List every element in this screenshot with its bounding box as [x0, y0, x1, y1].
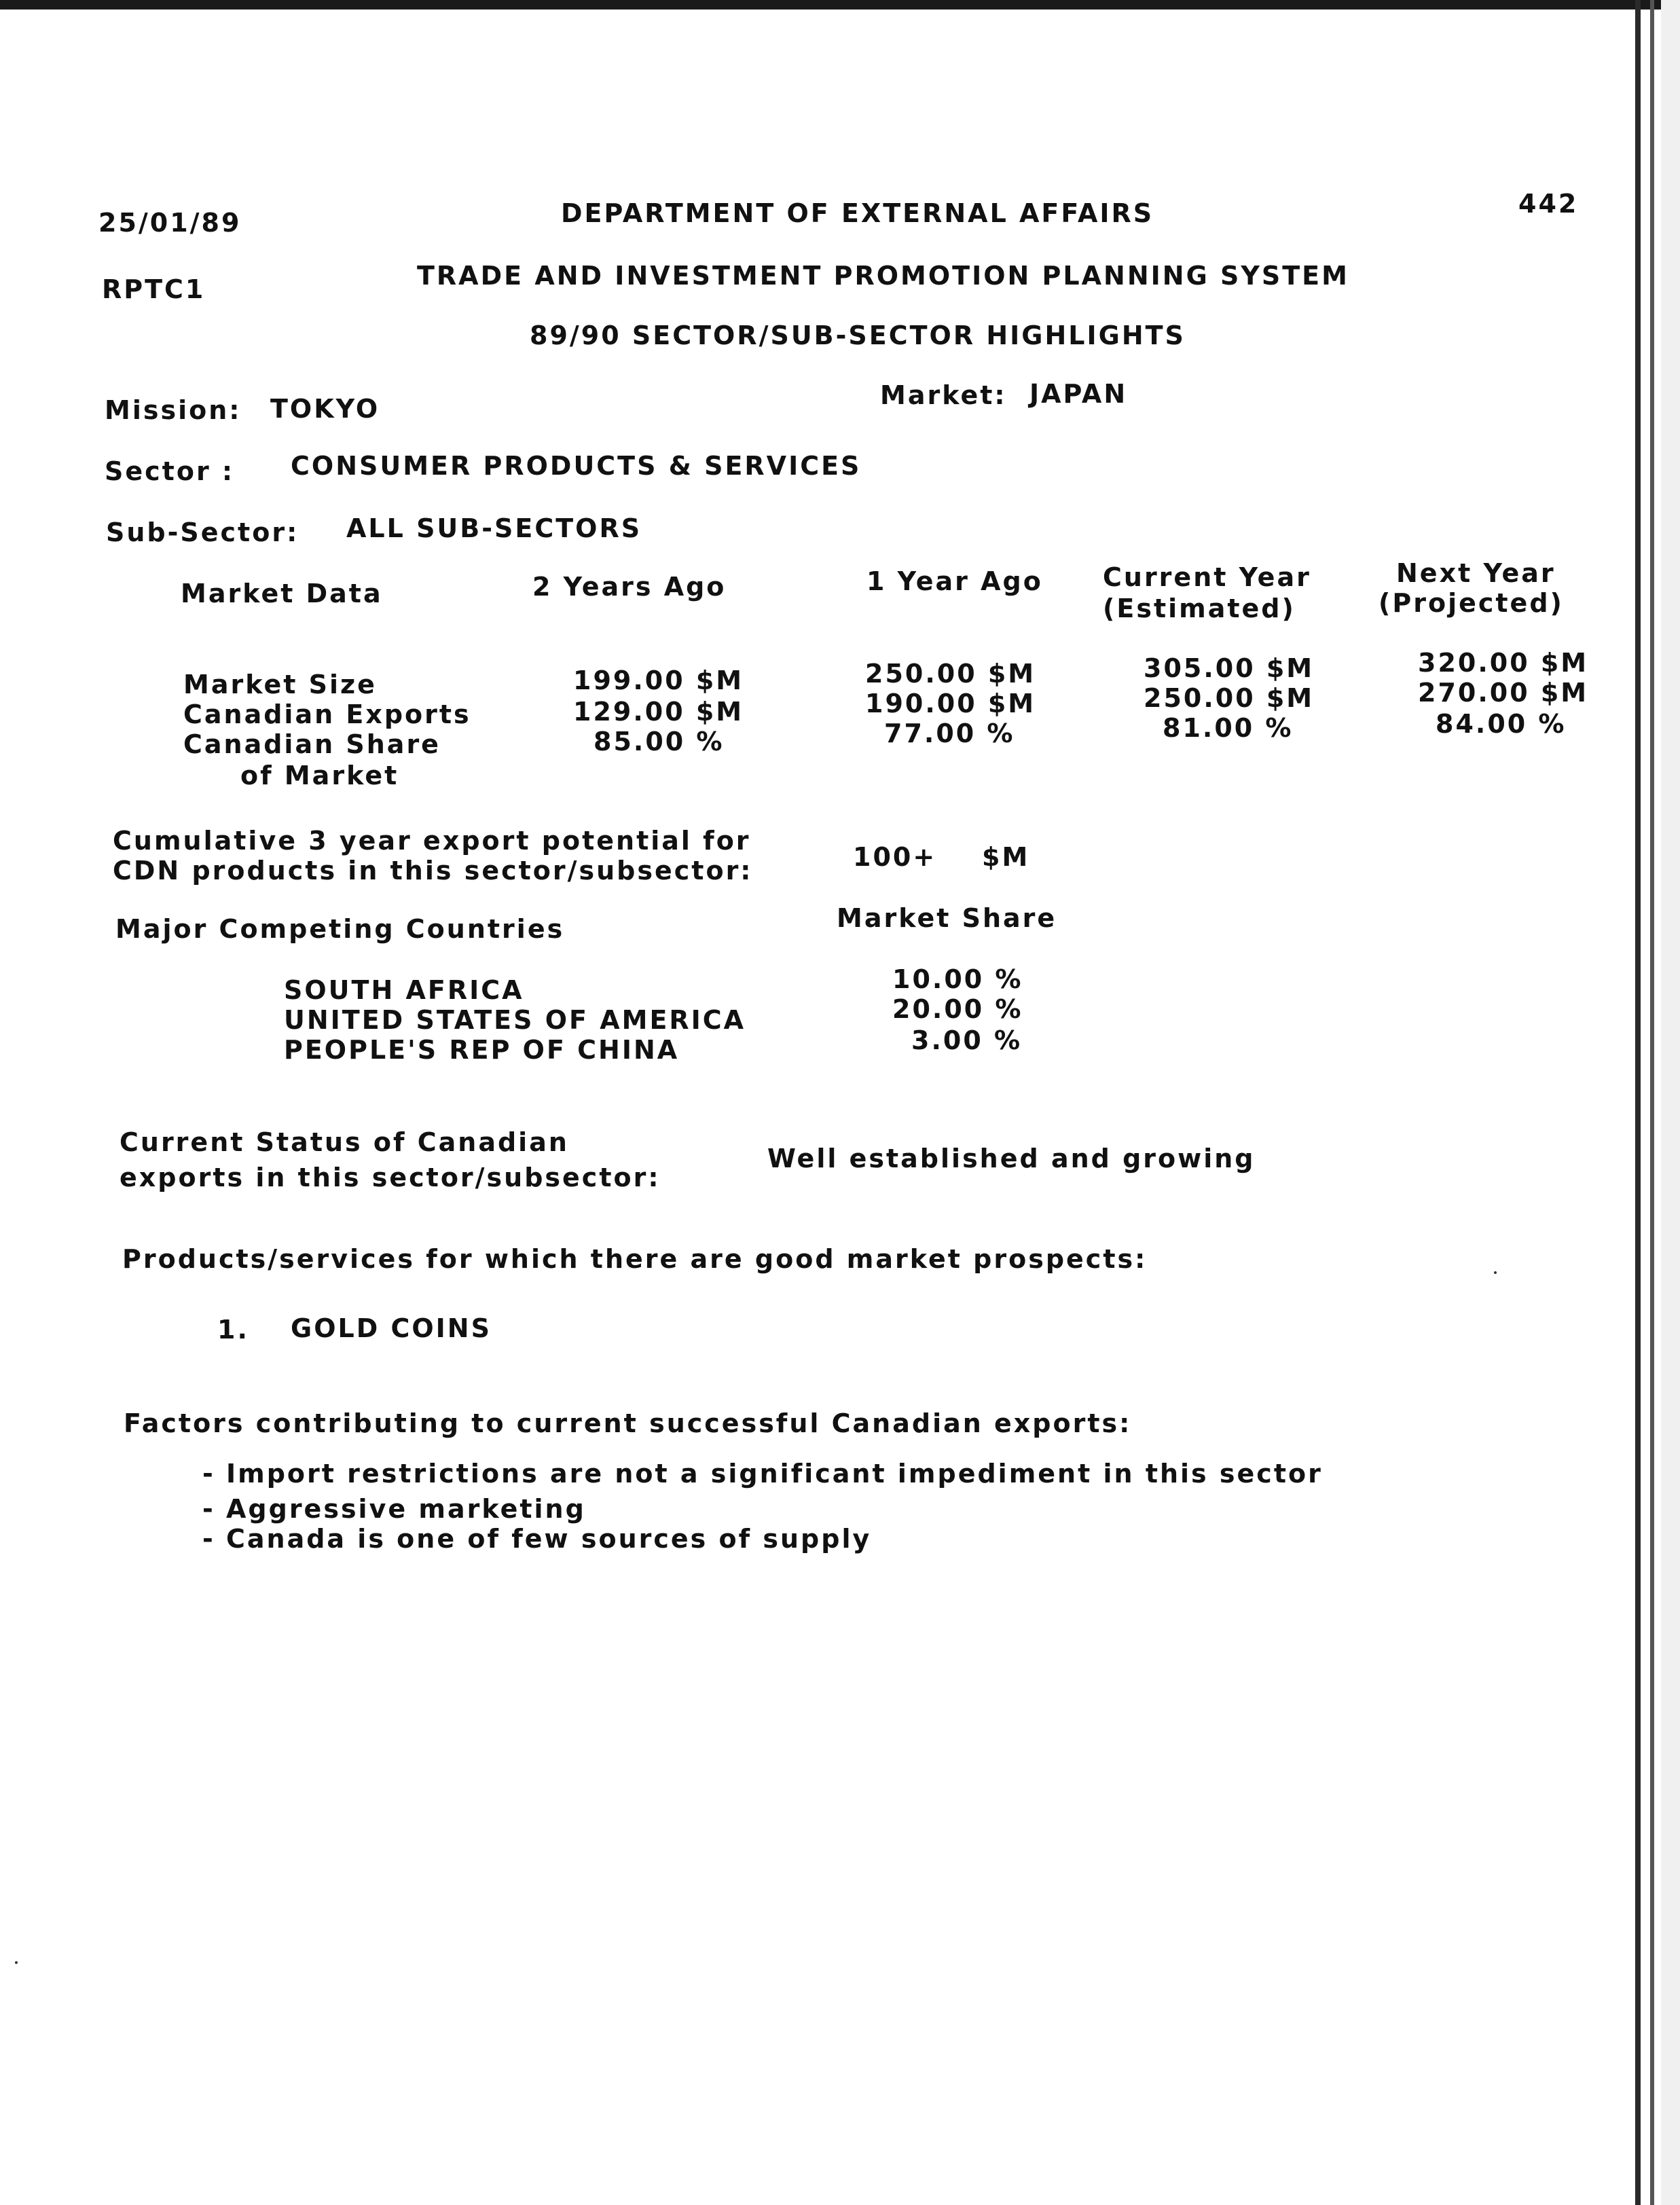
scan-right-border-inner [1650, 0, 1654, 2205]
column-header-next-year: Next Year [1396, 558, 1556, 588]
competitors-heading: Major Competing Countries [115, 914, 565, 944]
table-cell: 199.00 $M [573, 666, 744, 695]
table-cell: 250.00 $M [1144, 683, 1315, 713]
table-cell: 129.00 $M [573, 697, 744, 727]
table-cell: 84.00 % [1436, 709, 1567, 739]
subsector-value: ALL SUB-SECTORS [346, 513, 642, 543]
status-line2: exports in this sector/subsector: [120, 1163, 661, 1192]
status-line1: Current Status of Canadian [120, 1127, 569, 1157]
table-cell: 77.00 % [884, 718, 1015, 748]
list-item: - Canada is one of few sources of supply [202, 1524, 872, 1554]
table-cell: 250.00 $M [865, 659, 1036, 689]
status-value: Well established and growing [767, 1144, 1256, 1173]
table-cell: 320.00 $M [1418, 648, 1589, 678]
export-potential-line1: Cumulative 3 year export potential for [113, 826, 751, 856]
row-label: Canadian Share [183, 729, 441, 759]
prospect-item: GOLD COINS [291, 1313, 492, 1343]
subsector-label: Sub-Sector: [106, 517, 299, 547]
table-cell: 85.00 % [594, 727, 725, 757]
competitor-country: SOUTH AFRICA [284, 975, 524, 1005]
list-item: - Import restrictions are not a significant impediment in this sector [202, 1459, 1323, 1489]
column-header-market-data: Market Data [181, 579, 383, 608]
table-cell: 190.00 $M [865, 689, 1036, 718]
scan-right-margin [1661, 0, 1680, 2205]
scan-top-border [0, 0, 1680, 10]
column-header-2-years-ago: 2 Years Ago [532, 572, 727, 602]
system-title: TRADE AND INVESTMENT PROMOTION PLANNING SYSTEM [417, 261, 1349, 291]
prospect-number: 1. [217, 1315, 249, 1345]
department-title: DEPARTMENT OF EXTERNAL AFFAIRS [561, 198, 1154, 228]
scan-speck [15, 1961, 18, 1964]
column-subheader-projected: (Projected) [1378, 588, 1564, 618]
table-cell: 81.00 % [1163, 713, 1294, 743]
column-subheader-estimated: (Estimated) [1103, 594, 1296, 623]
column-header-current-year: Current Year [1103, 562, 1311, 592]
report-title: 89/90 SECTOR/SUB-SECTOR HIGHLIGHTS [530, 321, 1186, 350]
scan-speck [1494, 1271, 1497, 1274]
row-label-continued: of Market [240, 761, 399, 790]
export-potential-line2: CDN products in this sector/subsector: [113, 856, 753, 886]
market-label: Market: [880, 380, 1007, 410]
table-cell: 305.00 $M [1144, 653, 1315, 683]
list-item: - Aggressive marketing [202, 1494, 586, 1524]
report-date: 25/01/89 [98, 208, 242, 238]
factors-heading: Factors contributing to current successful Canadian exports: [124, 1408, 1132, 1438]
mission-value: TOKYO [270, 394, 380, 424]
mission-label: Mission: [105, 395, 242, 425]
row-label: Market Size [183, 670, 377, 699]
competitor-country: PEOPLE'S REP OF CHINA [284, 1035, 680, 1065]
competitor-share: 10.00 % [892, 964, 1023, 994]
sector-value: CONSUMER PRODUCTS & SERVICES [291, 451, 862, 481]
column-header-1-year-ago: 1 Year Ago [866, 566, 1043, 596]
page-number: 442 [1518, 189, 1579, 219]
row-label: Canadian Exports [183, 699, 471, 729]
export-potential-unit: $M [982, 842, 1030, 872]
export-potential-value: 100+ [853, 842, 937, 872]
market-value: JAPAN [1029, 379, 1128, 409]
sector-label: Sector : [105, 456, 235, 486]
competitor-share: 20.00 % [892, 994, 1023, 1024]
market-share-heading: Market Share [837, 903, 1057, 933]
competitor-country: UNITED STATES OF AMERICA [284, 1005, 746, 1035]
table-cell: 270.00 $M [1418, 678, 1589, 708]
prospects-heading: Products/services for which there are good market prospects: [122, 1244, 1148, 1274]
scan-right-border [1635, 0, 1641, 2205]
competitor-share: 3.00 % [911, 1025, 1023, 1055]
report-code: RPTC1 [102, 274, 206, 304]
